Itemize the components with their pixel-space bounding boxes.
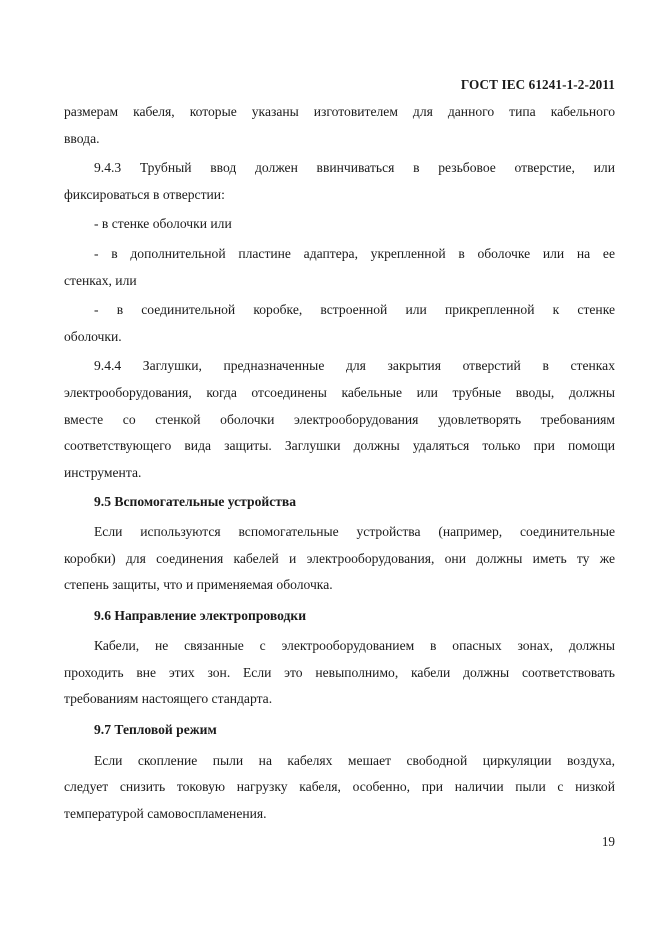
list-item: [64, 297, 615, 350]
text-line: следует снизить токовую нагрузку кабеля, особенно, при наличии пыли с низкой: [64, 779, 615, 795]
paragraph-9-4-4: [64, 353, 615, 486]
paragraph-9-4-3: [64, 155, 615, 208]
list-item: [64, 211, 615, 238]
text-line: Если скопление пыли на кабелях мешает свободной циркуляции воздуха,: [94, 752, 615, 768]
text-line: оболочки.: [64, 328, 122, 344]
list-item: [64, 241, 615, 294]
document-header: ГОСТ IEC 61241-1-2-2011: [460, 77, 615, 92]
text-line: 9.4.4 Заглушки, предназначенные для закрытия отверстий в стенках: [94, 358, 615, 374]
section-heading-9-5: 9.5 Вспомогательные устройства: [94, 494, 297, 510]
section-heading-9-6: 9.6 Направление электропроводки: [94, 607, 307, 623]
text-line: - в дополнительной пластине адаптера, укрепленной в оболочке или на ее: [94, 245, 615, 261]
text-line: степень защиты, что и применяемая оболочка.: [64, 577, 333, 593]
text-line: Кабели, не связанные с электрооборудованием в опасных зонах, должны: [94, 638, 615, 654]
text-line: температурой самовоспламенения.: [64, 805, 267, 821]
text-line: размерам кабеля, которые указаны изготовителем для данного типа кабельного: [64, 104, 615, 119]
text-line: вместе со стенкой оболочки электрооборудования удовлетворять требованиям: [64, 411, 615, 427]
text-line: коробки) для соединения кабелей и электрооборудования, они должны иметь ту же: [64, 550, 615, 566]
text-line: 9.4.3 Трубный ввод должен ввинчиваться в резьбовое отверстие, или: [94, 160, 615, 176]
text-line: - в стенке оболочки или: [94, 216, 232, 232]
text-line: - в соединительной коробке, встроенной или прикрепленной к стенке: [94, 302, 615, 318]
text-line: фиксироваться в отверстии:: [64, 186, 225, 202]
text-line: Если используются вспомогательные устройства (например, соединительные: [94, 523, 615, 539]
page-number: 19: [601, 834, 615, 849]
text-line: инструмента.: [64, 464, 142, 480]
paragraph-9-7: [64, 748, 615, 828]
text-line: ввода.: [64, 130, 100, 146]
text-line: электрооборудования, когда отсоединены кабельные или трубные вводы, должны: [64, 384, 615, 400]
paragraph-9-6: [64, 633, 615, 713]
paragraph-9-5: [64, 519, 615, 599]
section-heading-9-7: 9.7 Тепловой режим: [94, 722, 217, 738]
text-line: соответствующего вида защиты. Заглушки должны удаляться только при помощи: [64, 438, 615, 454]
text-line: проходить вне этих зон. Если это невыполнимо, кабели должны соответствовать: [64, 664, 615, 680]
text-line: требованиям настоящего стандарта.: [64, 691, 273, 707]
document-body: [64, 99, 615, 827]
text-line: стенках, или: [64, 272, 137, 288]
paragraph-continuation: [64, 99, 615, 152]
